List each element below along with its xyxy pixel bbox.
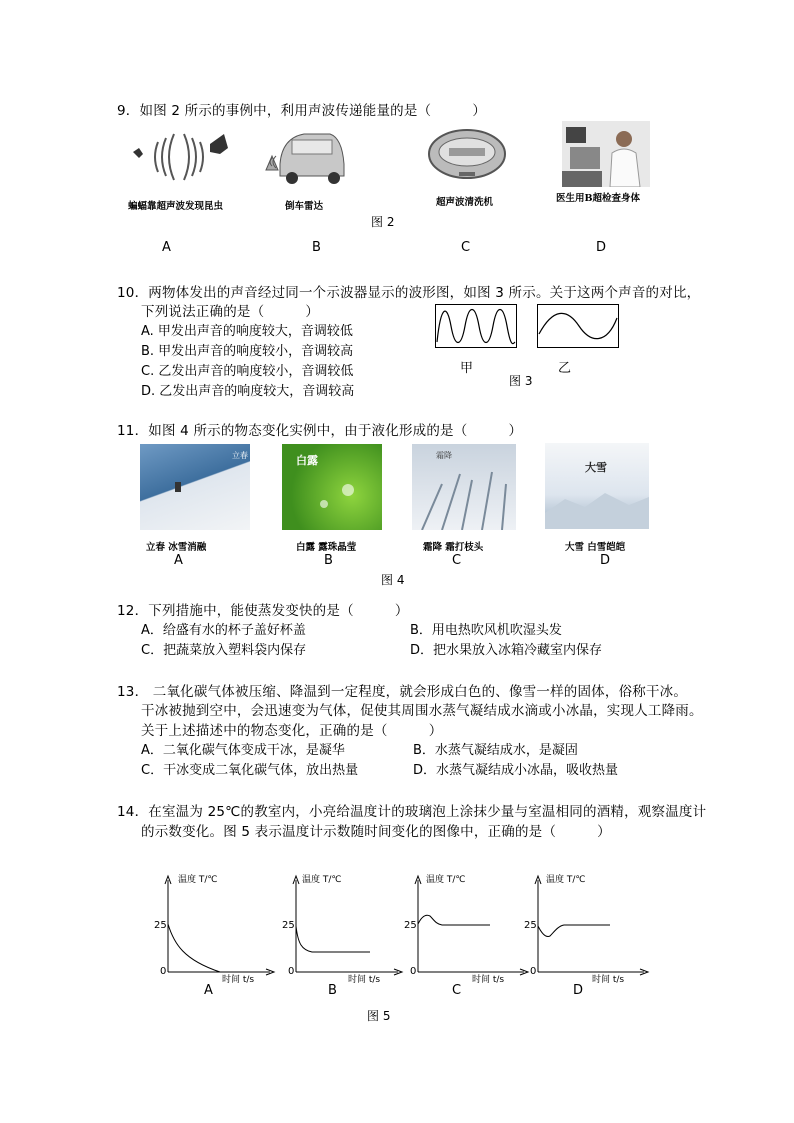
graph-c (400, 868, 535, 986)
q10-option-c: C. 乙发出声音的响度较小，音调较低 (141, 364, 354, 379)
q11-letter-c: C (452, 553, 462, 568)
q13-option-a: A．二氧化碳气体变成干冰，是凝华 (141, 743, 345, 758)
svg-text:25: 25 (282, 920, 295, 931)
label-jia: 甲 (460, 361, 474, 376)
frost-image: 霜降 (412, 444, 516, 530)
q13-option-d: D．水蒸气凝结成小冰晶，吸收热量 (413, 763, 619, 778)
q13-stem-line1: 13． 二氧化碳气体被压缩、降温到一定程度，就会形成白色的、像雪一样的固体，俗称干冰。 (117, 684, 688, 700)
q14-letter-c: C (452, 983, 462, 998)
bat-ultrasound-image (128, 124, 236, 190)
figure2-label: 图 2 (371, 215, 395, 229)
ultrasonic-cleaner-image (423, 124, 511, 184)
svg-text:温度 T/℃: 温度 T/℃ (178, 875, 218, 885)
q9-stem: 9．如图 2 所示的事例中，利用声波传递能量的是（ ） (117, 103, 487, 119)
q9-letter-b: B (312, 240, 321, 255)
svg-text:时间 t/s: 时间 t/s (472, 975, 505, 985)
q12-option-b: B．用电热吹风机吹湿头发 (410, 623, 562, 638)
waveform-yi (537, 304, 619, 348)
q11-caption-b: 白露 露珠晶莹 (296, 542, 357, 553)
q9-letter-c: C (461, 240, 471, 255)
q13-option-b: B．水蒸气凝结成水，是凝固 (413, 743, 578, 758)
q10-option-d: D. 乙发出声音的响度较大，音调较高 (141, 384, 355, 399)
graph-a (150, 868, 280, 986)
figure4-label: 图 4 (381, 573, 405, 587)
label-yi: 乙 (558, 361, 572, 376)
q12-stem: 12．下列措施中，能使蒸发变快的是（ ） (117, 603, 409, 619)
q10-stem-line1: 10．两物体发出的声音经过同一个示波器显示的波形图，如图 3 所示。关于这两个声音的对比， (117, 285, 701, 301)
q14-letter-b: B (328, 983, 337, 998)
q11-letter-b: B (324, 553, 333, 568)
q11-caption-d: 大雪 白雪皑皑 (565, 542, 626, 553)
white-dew-image: 白露 (282, 444, 382, 530)
svg-text:0: 0 (160, 966, 167, 977)
q12-option-d: D．把水果放入冰箱冷藏室内保存 (410, 643, 603, 658)
q12-option-c: C．把蔬菜放入塑料袋内保存 (141, 643, 307, 658)
svg-text:0: 0 (410, 966, 417, 977)
q12-option-a: A．给盛有水的杯子盖好杯盖 (141, 623, 306, 638)
q9-caption-b: 倒车雷达 (285, 201, 324, 212)
q9-caption-d: 医生用B超检查身体 (556, 193, 641, 204)
q11-letter-a: A (174, 553, 183, 568)
svg-text:温度 T/℃: 温度 T/℃ (426, 875, 466, 885)
q14-letter-a: A (204, 983, 213, 998)
car-radar-image (262, 124, 348, 190)
q9-letter-d: D (596, 240, 607, 255)
svg-text:时间 t/s: 时间 t/s (348, 975, 381, 985)
figure5-label: 图 5 (367, 1009, 391, 1023)
q9-letter-a: A (162, 240, 171, 255)
graph-d (520, 868, 655, 986)
svg-text:温度 T/℃: 温度 T/℃ (302, 875, 342, 885)
q11-caption-c: 霜降 霜打枝头 (423, 542, 484, 553)
q14-stem-line2: 的示数变化。图 5 表示温度计示数随时间变化的图像中，正确的是（ ） (141, 824, 611, 840)
svg-text:25: 25 (154, 920, 167, 931)
q11-stem: 11．如图 4 所示的物态变化实例中，由于液化形成的是（ ） (117, 423, 523, 439)
q9-caption-a: 蝙蝠靠超声波发现昆虫 (128, 201, 224, 212)
waveform-jia (435, 304, 517, 348)
svg-text:0: 0 (530, 966, 537, 977)
svg-text:时间 t/s: 时间 t/s (592, 975, 625, 985)
q10-stem-line2: 下列说法正确的是（ ） (141, 304, 320, 320)
q14-stem-line1: 14．在室温为 25℃的教室内，小亮给温度计的玻璃泡上涂抹少量与室温相同的酒精，观察温度计 (117, 804, 707, 820)
figure3-label: 图 3 (509, 374, 533, 388)
q11-caption-a: 立春 冰雪消融 (146, 542, 207, 553)
graph-b (278, 868, 408, 986)
svg-text:25: 25 (524, 920, 537, 931)
q14-letter-d: D (573, 983, 584, 998)
q13-option-c: C．干冰变成二氧化碳气体，放出热量 (141, 763, 359, 778)
spring-ice-image: 立春 (140, 444, 250, 530)
svg-text:0: 0 (288, 966, 295, 977)
q13-stem-line2: 干冰被抛到空中，会迅速变为气体，促使其周围水蒸气凝结成水滴或小冰晶，实现人工降雨。 (141, 703, 703, 719)
svg-text:时间 t/s: 时间 t/s (222, 975, 255, 985)
q10-option-b: B. 甲发出声音的响度较小，音调较高 (141, 344, 354, 359)
b-ultrasound-doctor-image (562, 121, 650, 187)
q13-stem-line3: 关于上述描述中的物态变化，正确的是（ ） (141, 723, 443, 739)
heavy-snow-image: 大雪 (545, 443, 649, 529)
svg-text:25: 25 (404, 920, 417, 931)
q9-caption-c: 超声波清洗机 (436, 197, 494, 208)
svg-text:温度 T/℃: 温度 T/℃ (546, 875, 586, 885)
q10-option-a: A. 甲发出声音的响度较大，音调较低 (141, 324, 353, 339)
q11-letter-d: D (600, 553, 611, 568)
